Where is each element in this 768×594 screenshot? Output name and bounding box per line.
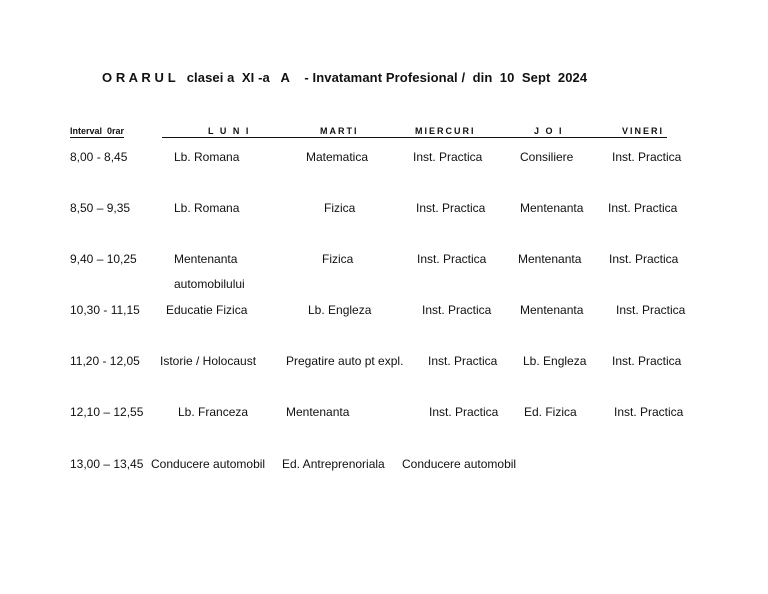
cell-luni: Lb. Romana — [174, 150, 240, 164]
cell-luni-continued: automobilului — [174, 277, 245, 291]
cell-luni: Lb. Romana — [174, 201, 240, 215]
cell-miercuri: Inst. Practica — [428, 354, 498, 368]
cell-luni: Lb. Franceza — [178, 405, 249, 419]
cell-vineri: Inst. Practica — [612, 150, 682, 164]
cell-miercuri: Inst. Practica — [422, 303, 492, 317]
cell-vineri: Inst. Practica — [614, 405, 684, 419]
header-interval: Interval 0rar — [70, 126, 125, 136]
row-interval: 13,00 – 13,45 — [70, 457, 144, 471]
cell-vineri: Inst. Practica — [612, 354, 682, 368]
cell-joi: Mentenanta — [518, 252, 582, 266]
schedule-title: O R A R U L clasei a XI -a A - Invatamant Profesional / din 10 Sept 2024 — [102, 70, 588, 85]
cell-luni: Mentenanta — [174, 252, 238, 266]
cell-marti: Fizica — [324, 201, 356, 215]
cell-miercuri: Conducere automobil — [402, 457, 517, 471]
cell-marti: Mentenanta — [286, 405, 350, 419]
header-joi: J O I — [534, 126, 564, 136]
cell-marti: Lb. Engleza — [308, 303, 372, 317]
row-interval: 11,20 - 12,05 — [70, 354, 140, 368]
row-interval: 8,00 - 8,45 — [70, 150, 128, 164]
cell-marti: Fizica — [322, 252, 354, 266]
cell-vineri: Inst. Practica — [616, 303, 686, 317]
row-interval: 10,30 - 11,15 — [70, 303, 140, 317]
cell-marti: Matematica — [306, 150, 369, 164]
header-marti: MARTI — [320, 126, 359, 136]
cell-luni: Conducere automobil — [151, 457, 266, 471]
cell-joi: Consiliere — [520, 150, 574, 164]
header-underline — [162, 137, 667, 138]
cell-miercuri: Inst. Practica — [413, 150, 483, 164]
cell-joi: Lb. Engleza — [523, 354, 587, 368]
row-interval: 8,50 – 9,35 — [70, 201, 131, 215]
header-miercuri: MIERCURI — [415, 126, 476, 136]
row-interval: 9,40 – 10,25 — [70, 252, 137, 266]
row-interval: 12,10 – 12,55 — [70, 405, 144, 419]
header-luni: L U N I — [208, 126, 251, 136]
cell-joi: Mentenanta — [520, 303, 584, 317]
cell-miercuri: Inst. Practica — [416, 201, 486, 215]
cell-miercuri: Inst. Practica — [429, 405, 499, 419]
cell-luni: Educatie Fizica — [166, 303, 248, 317]
cell-marti: Pregatire auto pt expl. — [286, 354, 404, 368]
cell-luni: Istorie / Holocaust — [160, 354, 257, 368]
header-vineri: VINERI — [622, 126, 665, 136]
cell-vineri: Inst. Practica — [608, 201, 678, 215]
cell-joi: Ed. Fizica — [524, 405, 577, 419]
cell-miercuri: Inst. Practica — [417, 252, 487, 266]
cell-joi: Mentenanta — [520, 201, 584, 215]
cell-vineri: Inst. Practica — [609, 252, 679, 266]
cell-marti: Ed. Antreprenoriala — [282, 457, 385, 471]
